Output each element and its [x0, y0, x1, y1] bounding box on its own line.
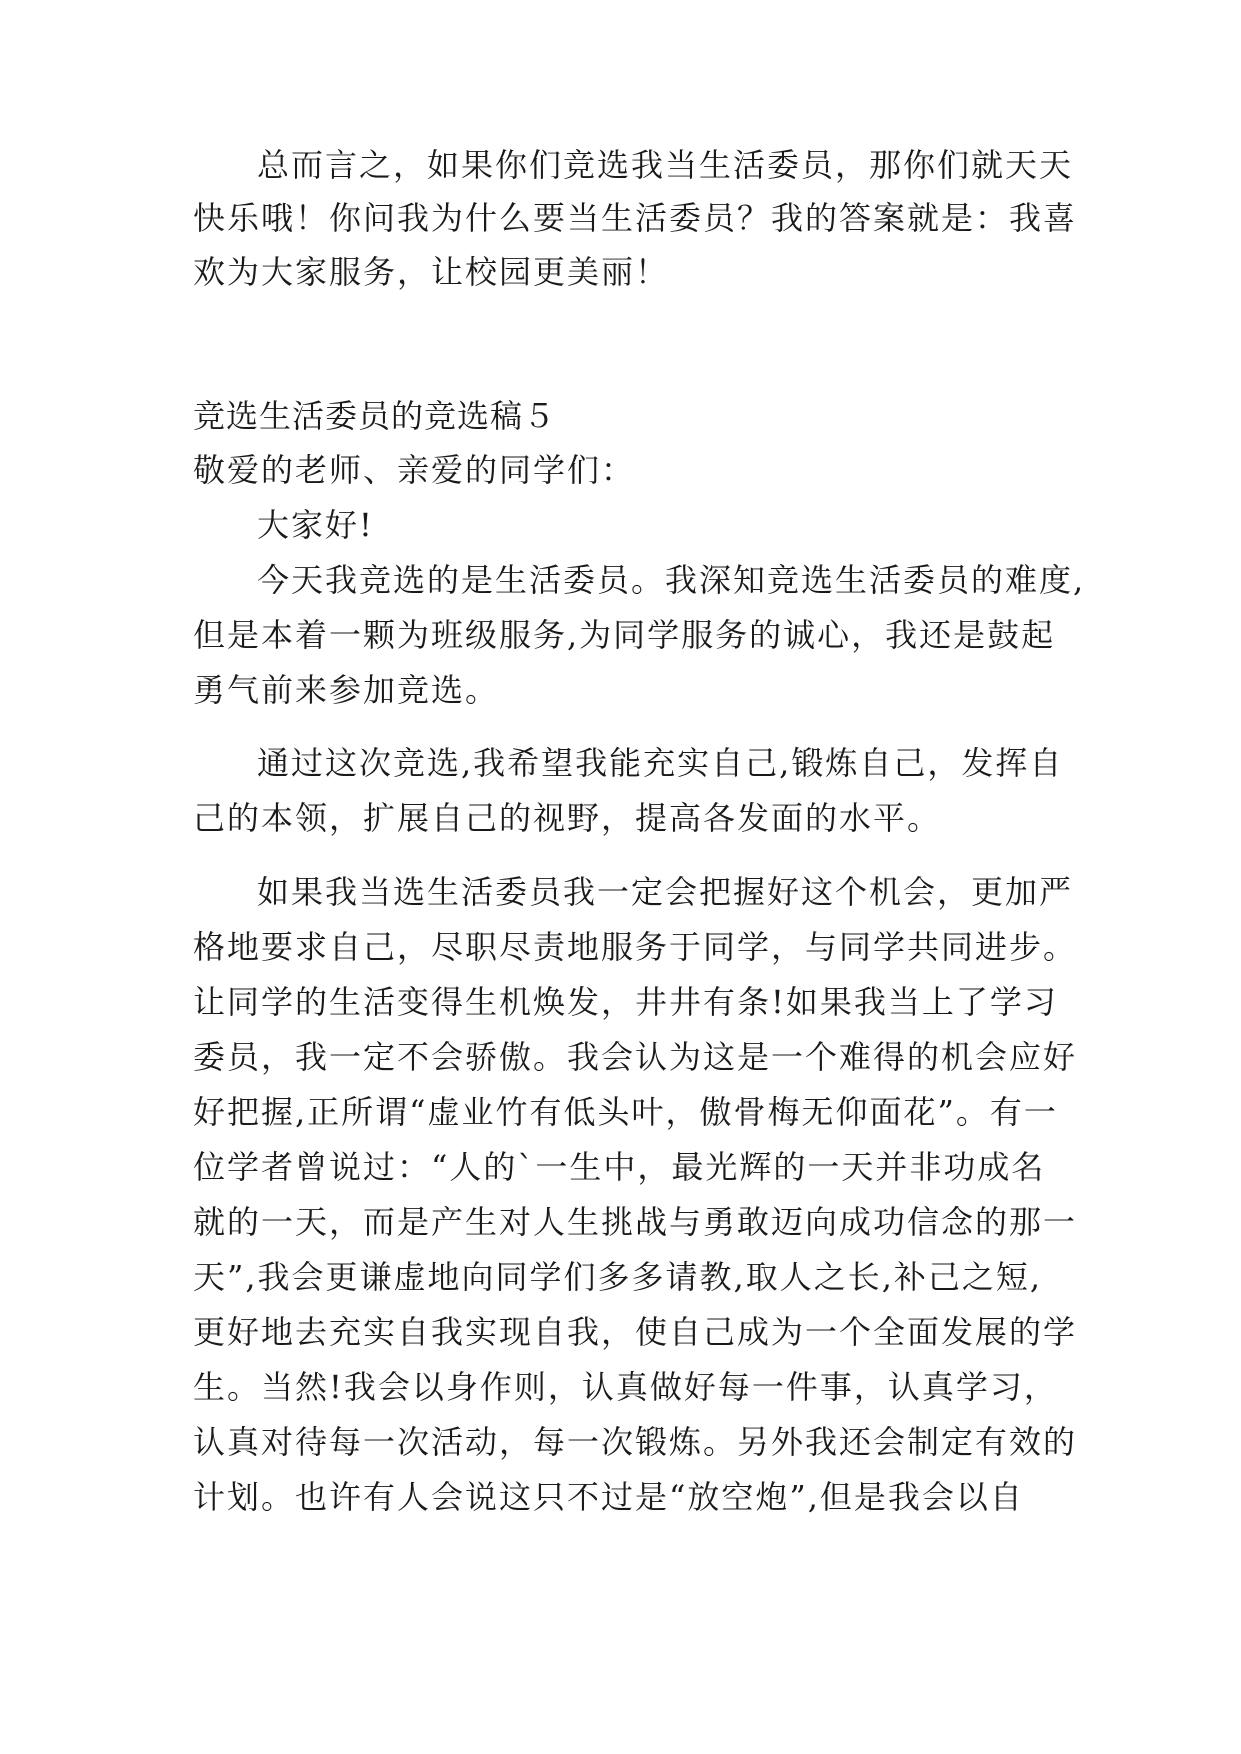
paragraph-line: 位学者曾说过：“人的`一生中，最光辉的一天并非功成名: [193, 1148, 1046, 1186]
section-title: 竞选生活委员的竞选稿５: [193, 397, 557, 435]
paragraph-line: 格地要求自己，尽职尽责地服务于同学，与同学共同进步。: [193, 928, 1078, 966]
paragraph-line: 生。当然!我会以身作则，认真做好每一件事，认真学习，: [193, 1368, 1058, 1406]
paragraph-line: 但是本着一颗为班级服务,为同学服务的诚心，我还是鼓起: [193, 616, 1056, 654]
paragraph-line: 计划。也许有人会说这只不过是“放空炮”,但是我会以自: [193, 1478, 1024, 1516]
greeting: 大家好!: [257, 506, 374, 544]
paragraph-line: 更好地去充实自我实现自我，使自己成为一个全面发展的学: [193, 1313, 1078, 1351]
paragraph-line: 让同学的生活变得生机焕发，井井有条!如果我当上了学习: [193, 983, 1058, 1021]
paragraph-line: 委员，我一定不会骄傲。我会认为这是一个难得的机会应好: [193, 1038, 1078, 1076]
salutation: 敬爱的老师、亲爱的同学们：: [193, 451, 636, 489]
paragraph-line: 己的本领，扩展自己的视野，提高各发面的水平。: [193, 799, 942, 837]
paragraph-line: 今天我竞选的是生活委员。我深知竞选生活委员的难度,: [257, 561, 1086, 599]
paragraph-line: 天”,我会更谦虚地向同学们多多请教,取人之长,补己之短,: [193, 1258, 1043, 1296]
paragraph-line: 总而言之，如果你们竞选我当生活委员，那你们就天天: [257, 146, 1074, 184]
paragraph-line: 通过这次竞选,我希望我能充实自己,锻炼自己，发挥自: [257, 744, 1064, 782]
paragraph-line: 勇气前来参加竞选。: [193, 671, 500, 709]
paragraph-line: 欢为大家服务，让校园更美丽！: [193, 253, 670, 291]
paragraph-line: 如果我当选生活委员我一定会把握好这个机会，更加严: [257, 873, 1074, 911]
paragraph-line: 认真对待每一次活动，每一次锻炼。另外我还会制定有效的: [193, 1423, 1078, 1461]
paragraph-line: 就的一天，而是产生对人生挑战与勇敢迈向成功信念的那一: [193, 1203, 1078, 1241]
paragraph-line: 快乐哦！你问我为什么要当生活委员？我的答案就是：我喜: [193, 199, 1078, 237]
paragraph-line: 好把握,正所谓“虚业竹有低头叶，傲骨梅无仰面花”。有一: [193, 1093, 1058, 1131]
